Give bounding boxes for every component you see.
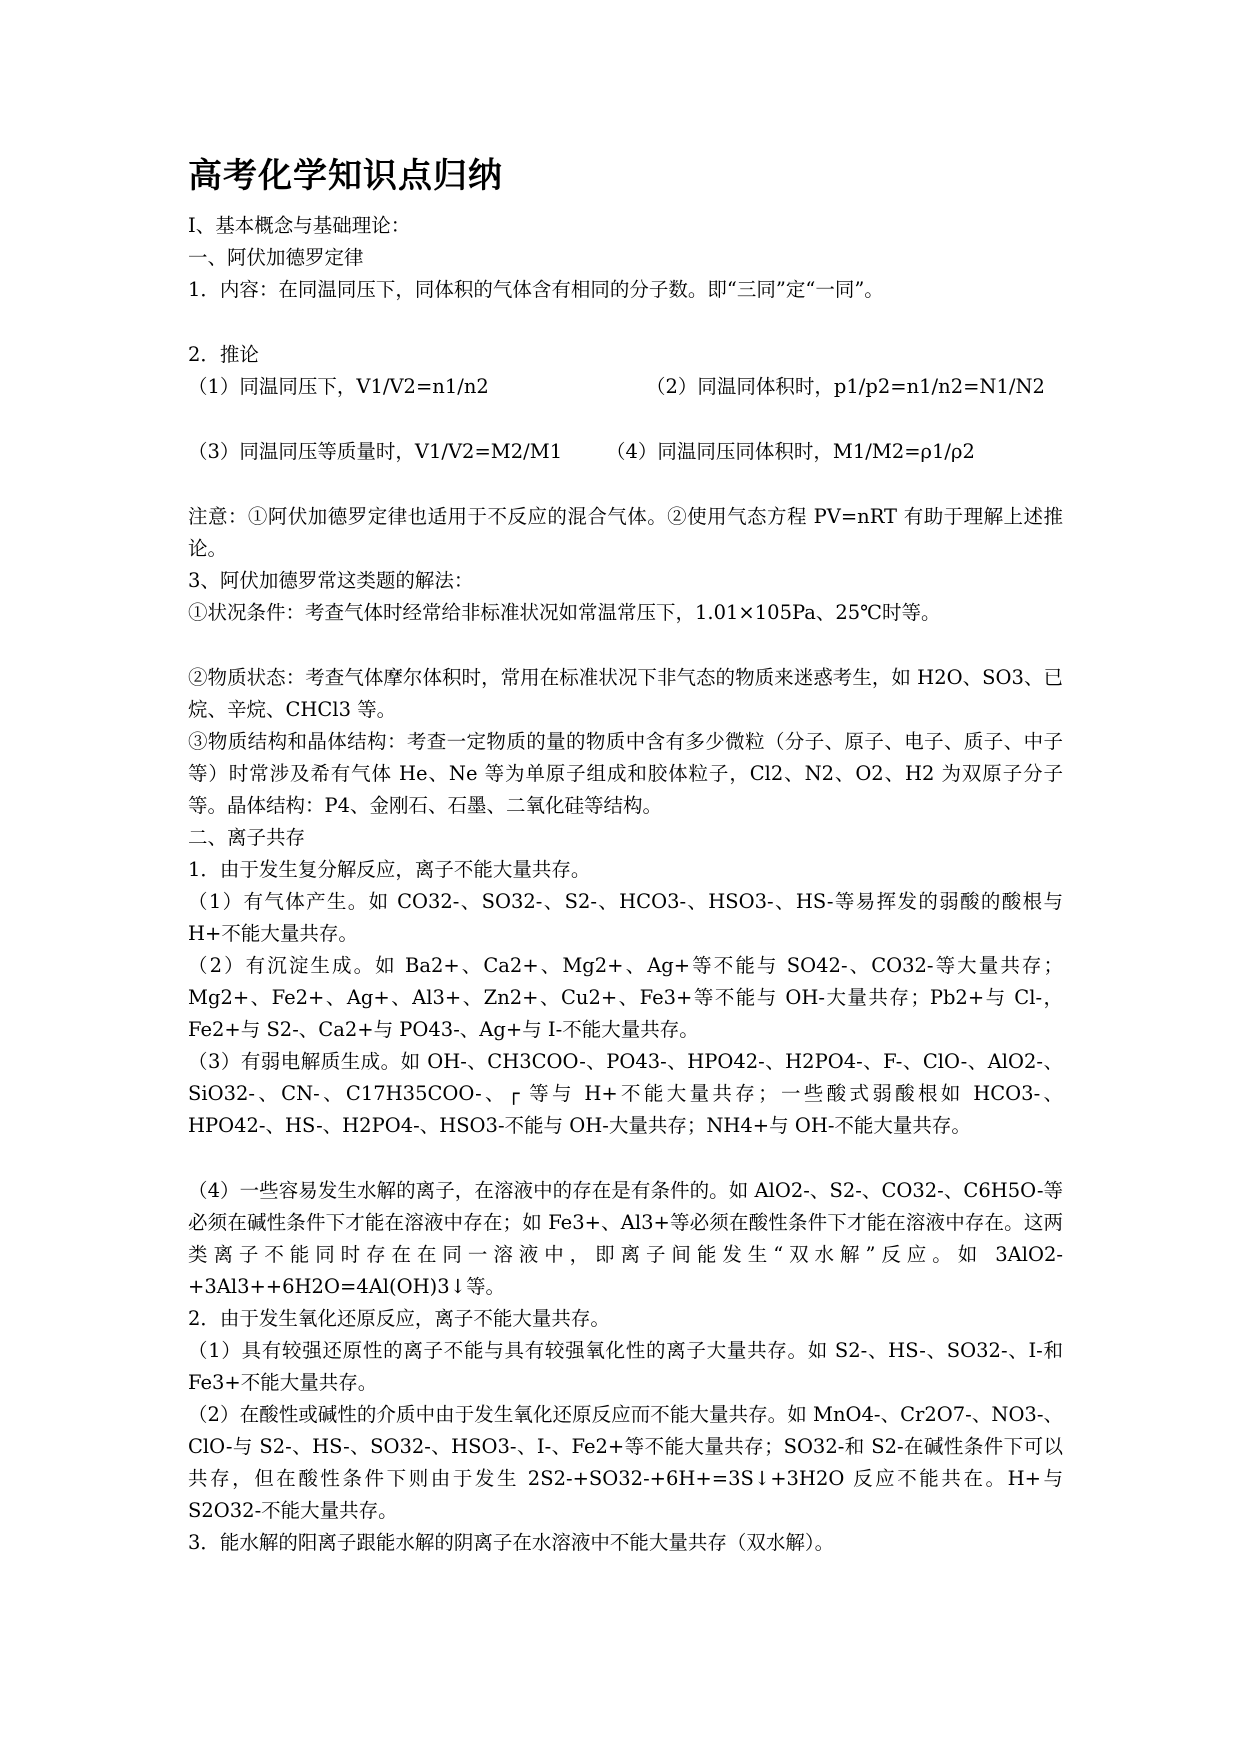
document-page [188,152,1063,1559]
ions-rule-2: 2．由于发生氧化还原反应，离子不能大量共存。 [188,1307,610,1330]
inference-row-2 [188,436,1063,468]
method-state: ②物质状态：考查气体摩尔体积时，常用在标准状况下非气态的物质来迷惑考生，如 H2O、SO3、已烷、辛烷、CHCl3 等。 [188,666,1063,721]
inference-4: （4）同温同压同体积时，M1/M2=ρ1/ρ2 [606,440,975,463]
spacer [188,629,1063,662]
ions-rule-3: 3．能水解的阳离子跟能水解的阴离子在水溶液中不能大量共存（双水解）。 [188,1531,835,1554]
inference-2: （2）同温同体积时，p1/p2=n1/n2=N1/N2 [646,375,1045,398]
ions-redox-1: （1）具有较强还原性的离子不能与具有较强氧化性的离子大量共存。如 S2-、HS-、SO32-、I-和 Fe3+不能大量共存。 [188,1339,1063,1394]
ions-hydrolysis: （4）一些容易发生水解的离子，在溶液中的存在是有条件的。如 AlO2-、S2-、CO32-、C6H5O-等必须在碱性条件下才能在溶液中存在；如 Fe3+、Al3+等必须在酸性条件下才能在溶液中存在。这两类离子不能同时存在在同一溶液中，即离子间能发生“双水解”反应。如 3AlO2-+3Al3++6H2O=4Al(OH)3↓等。 [188,1179,1063,1298]
section-heading-ions: 二、离子共存 [188,826,306,849]
spacer [188,1142,1063,1175]
inference-heading: 2．推论 [188,343,259,366]
inference-3: （3）同温同压等质量时，V1/V2=M2/M1 [188,440,563,463]
method-condition: ①状况条件：考查气体时经常给非标准状况如常温常压下，1.01×105Pa、25℃时等。 [188,601,941,624]
ions-redox-2: （2）在酸性或碱性的介质中由于发生氧化还原反应而不能大量共存。如 MnO4-、Cr2O7-、NO3-、ClO-与 S2-、HS-、SO32-、HSO3-、I-、Fe2+等不能大量共存；SO32-和 S2-在碱性条件下可以共存，但在酸性条件下则由于发生 2S2-+SO32-+6H+=3S↓+3H2O 反应不能共在。H+与 S2O32-不能大量共存。 [188,1403,1063,1522]
spacer [188,403,1063,436]
spacer [188,306,1063,339]
ions-gas: （1）有气体产生。如 CO32-、SO32-、S2-、HCO3-、HSO3-、HS-等易挥发的弱酸的酸根与 H+不能大量共存。 [188,890,1063,945]
section-heading-avogadro: 一、阿伏加德罗定律 [188,246,364,269]
inference-row-1 [188,371,1063,403]
ions-weak-electrolyte: （3）有弱电解质生成。如 OH-、CH3COO-、PO43-、HPO42-、H2PO4-、F-、ClO-、AlO2-、SiO32-、CN-、C17H35COO-、┌ 等与 H+不能大量共存；一些酸式弱酸根如 HCO3-、HPO42-、HS-、H2PO4-、HSO3-不能与 OH-大量共存；NH4+与 OH-不能大量共存。 [188,1050,1063,1137]
ions-precipitate: （2）有沉淀生成。如 Ba2+、Ca2+、Mg2+、Ag+等不能与 SO42-、CO32-等大量共存；Mg2+、Fe2+、Ag+、Al3+、Zn2+、Cu2+、Fe3+等不能与 OH-大量共存；Pb2+与 Cl-，Fe2+与 S2-、Ca2+与 PO43-、Ag+与 I-不能大量共存。 [188,954,1063,1041]
method-heading: 3、阿伏加德罗常这类题的解法： [188,569,474,592]
part-heading: Ⅰ、基本概念与基础理论： [188,214,411,237]
page-title: 高考化学知识点归纳 [188,156,503,196]
spacer [188,468,1063,501]
note-paragraph: 注意：①阿伏加德罗定律也适用于不反应的混合气体。②使用气态方程 PV=nRT 有助于理解上述推论。 [188,505,1063,560]
inference-1: （1）同温同压下，V1/V2=n1/n2 [188,375,489,398]
ions-rule-1: 1．由于发生复分解反应，离子不能大量共存。 [188,858,591,881]
method-structure: ③物质结构和晶体结构：考查一定物质的量的物质中含有多少微粒（分子、原子、电子、质子、中子等）时常涉及希有气体 He、Ne 等为单原子组成和胶体粒子，Cl2、N2、O2、H2 为双原子分子等。晶体结构：P4、金刚石、石墨、二氧化硅等结构。 [188,730,1063,817]
avogadro-content: 1．内容：在同温同压下，同体积的气体含有相同的分子数。即“三同”定“一同”。 [188,278,884,301]
